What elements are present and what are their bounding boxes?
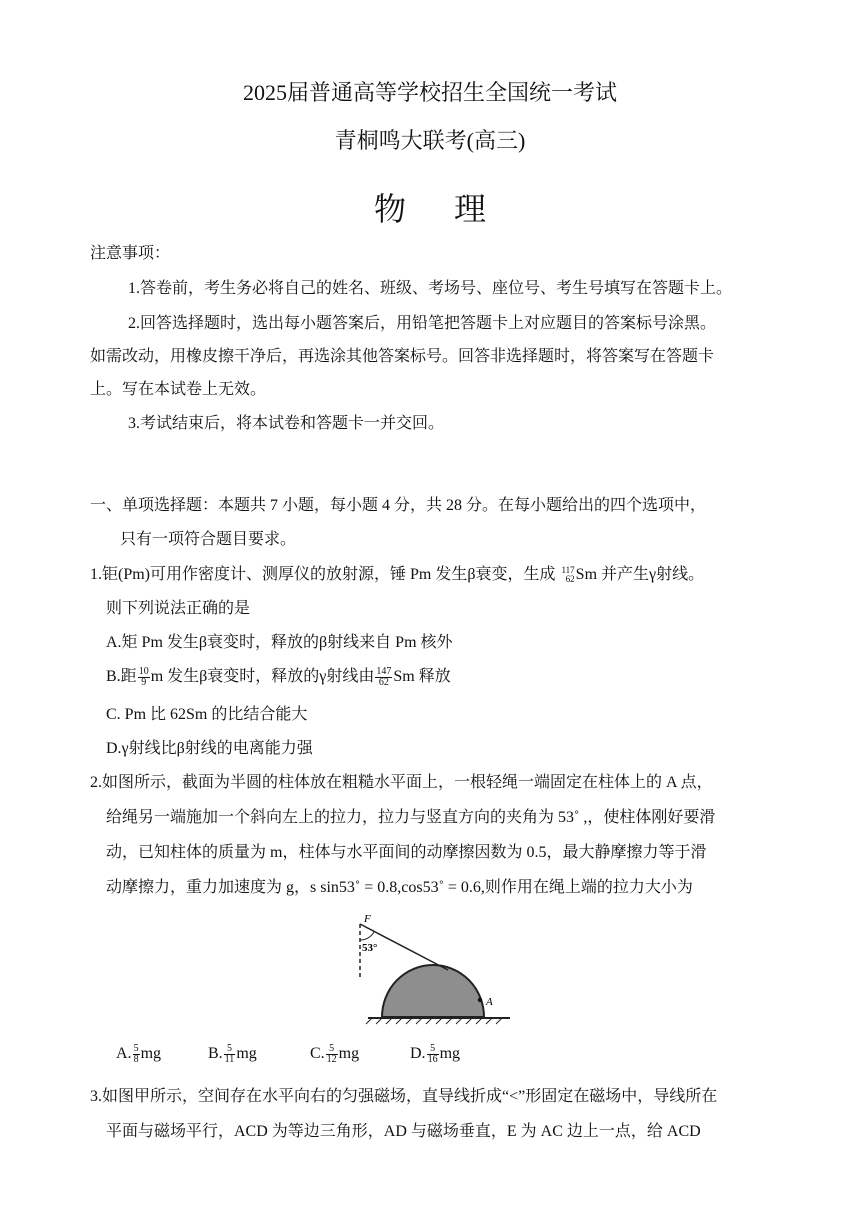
option-suffix: mg bbox=[236, 1045, 257, 1063]
half-cylinder bbox=[382, 965, 484, 1017]
q1-option-b bbox=[106, 667, 451, 688]
q1-stem-part-b: Sm 并产生γ射线。 bbox=[575, 566, 705, 583]
point-a bbox=[478, 998, 482, 1002]
q1-option-b-part-a: B.距 bbox=[106, 668, 137, 686]
option-fraction bbox=[427, 1044, 439, 1065]
option-fraction bbox=[326, 1044, 338, 1065]
q1-option-a: A.矩 Pm 发生β衰变时，释放的β射线来自 Pm 核外 bbox=[106, 634, 453, 651]
notice-item-2-line-3: 上。写在本试卷上无效。 bbox=[90, 381, 267, 398]
q1-option-b-fraction-2 bbox=[375, 667, 392, 688]
fraction-denominator: 11 bbox=[224, 1054, 235, 1065]
notice-item-3: 3.考试结束后，将本试卷和答题卡一并交回。 bbox=[128, 415, 445, 432]
q3-line-2: 平面与磁场平行，ACD 为等边三角形，AD 与磁场垂直，E 为 AC 边上一点，给 ACD bbox=[106, 1123, 701, 1140]
option-prefix: B. bbox=[208, 1045, 223, 1063]
fraction-numerator: 5 bbox=[427, 1044, 439, 1055]
option-suffix: mg bbox=[439, 1045, 461, 1063]
angle-arc bbox=[360, 932, 374, 940]
q2-line-4: 动摩擦力，重力加速度为 g，s sin53˚ = 0.8,cos53˚ = 0.6,则作用在绳上端的拉力大小为 bbox=[106, 879, 693, 896]
q1-nuclide-mass: 117 bbox=[561, 565, 575, 576]
q2-option-a bbox=[116, 1044, 161, 1065]
option-prefix: D. bbox=[410, 1045, 426, 1063]
q2-line-3: 动，已知柱体的质量为 m，柱体与水平面间的动摩擦因数为 0.5，最大静摩擦力等于滑 bbox=[106, 844, 707, 861]
option-prefix: A. bbox=[116, 1045, 132, 1063]
q1-option-c: C. Pm 比 62Sm 的比结合能大 bbox=[106, 706, 308, 723]
label-f: F bbox=[364, 913, 371, 925]
q2-option-c bbox=[310, 1044, 359, 1065]
q1-nuclide bbox=[562, 566, 575, 584]
q1-option-d: D.γ射线比β射线的电离能力强 bbox=[106, 740, 313, 757]
q1-nuclide-charge: 62 bbox=[565, 574, 575, 585]
option-fraction bbox=[224, 1044, 236, 1065]
section-1-line-1: 一、单项选择题：本题共 7 小题，每小题 4 分，共 28 分。在每小题给出的四个选项中， bbox=[90, 497, 707, 514]
q2-option-d bbox=[410, 1044, 460, 1065]
label-angle: 53° bbox=[362, 942, 378, 954]
fraction-numerator: 5 bbox=[326, 1044, 338, 1055]
notice-heading: 注意事项： bbox=[90, 245, 171, 262]
fraction-denominator: 16 bbox=[427, 1054, 438, 1065]
q1-option-b-part-c: Sm 释放 bbox=[393, 668, 451, 686]
fraction-denominator: 8 bbox=[133, 1054, 139, 1065]
exam-title: 2025届普通高等学校招生全国统一考试 bbox=[242, 80, 617, 105]
q1-option-b-fraction bbox=[138, 667, 150, 688]
q2-figure bbox=[350, 910, 520, 1030]
fraction-numerator: 10 bbox=[138, 666, 149, 677]
q3-line-1: 3.如图甲所示，空间存在水平向右的匀强磁场，直导线折成“<”形固定在磁场中，导线所在 bbox=[90, 1088, 718, 1105]
fraction-numerator: 5 bbox=[224, 1044, 236, 1055]
fraction-numerator: 147 bbox=[376, 666, 392, 677]
option-fraction bbox=[133, 1044, 140, 1065]
fraction-denominator: 62 bbox=[378, 677, 389, 688]
q1-stem-part-a: 1.钜(Pm)可用作密度计、测厚仪的放射源，锤 Pm 发生β衰变，生成 bbox=[90, 566, 556, 583]
option-suffix: mg bbox=[140, 1045, 162, 1063]
q2-option-b bbox=[208, 1044, 257, 1065]
q1-stem-line-2: 则下列说法正确的是 bbox=[106, 600, 251, 617]
notice-item-2-line-2: 如需改动，用橡皮擦干净后，再选涂其他答案标号。回答非选择题时，将答案写在答题卡 bbox=[90, 348, 715, 365]
q2-line-2: 给绳另一端施加一个斜向左上的拉力，拉力与竖直方向的夹角为 53˚ ,，使柱体刚好要滑 bbox=[106, 809, 716, 826]
q1-option-b-part-b: m 发生β衰变时，释放的γ射线由 bbox=[150, 668, 375, 686]
notice-item-2-line-1: 2.回答选择题时，选出每小题答案后，用铅笔把答题卡上对应题目的答案标号涂黑。 bbox=[128, 315, 717, 332]
exam-subtitle: 青桐鸣大联考(高三) bbox=[334, 128, 526, 153]
label-a: A bbox=[486, 996, 493, 1008]
q2-line-1: 2.如图所示，截面为半圆的柱体放在粗糙水平面上，一根轻绳一端固定在柱体上的 A 点， bbox=[90, 774, 713, 791]
subject-title: 物 理 bbox=[373, 191, 506, 227]
fraction-numerator: 5 bbox=[133, 1043, 139, 1054]
option-suffix: mg bbox=[338, 1045, 360, 1063]
section-1-line-2: 只有一项符合题目要求。 bbox=[120, 531, 297, 548]
q1-stem-line-1 bbox=[90, 565, 704, 585]
notice-item-1: 1.答卷前，考生务必将自己的姓名、班级、考场号、座位号、考生号填写在答题卡上。 bbox=[128, 280, 733, 297]
fraction-denominator: 12 bbox=[326, 1054, 337, 1065]
option-prefix: C. bbox=[310, 1045, 325, 1063]
fraction-denominator: 9 bbox=[141, 677, 147, 688]
